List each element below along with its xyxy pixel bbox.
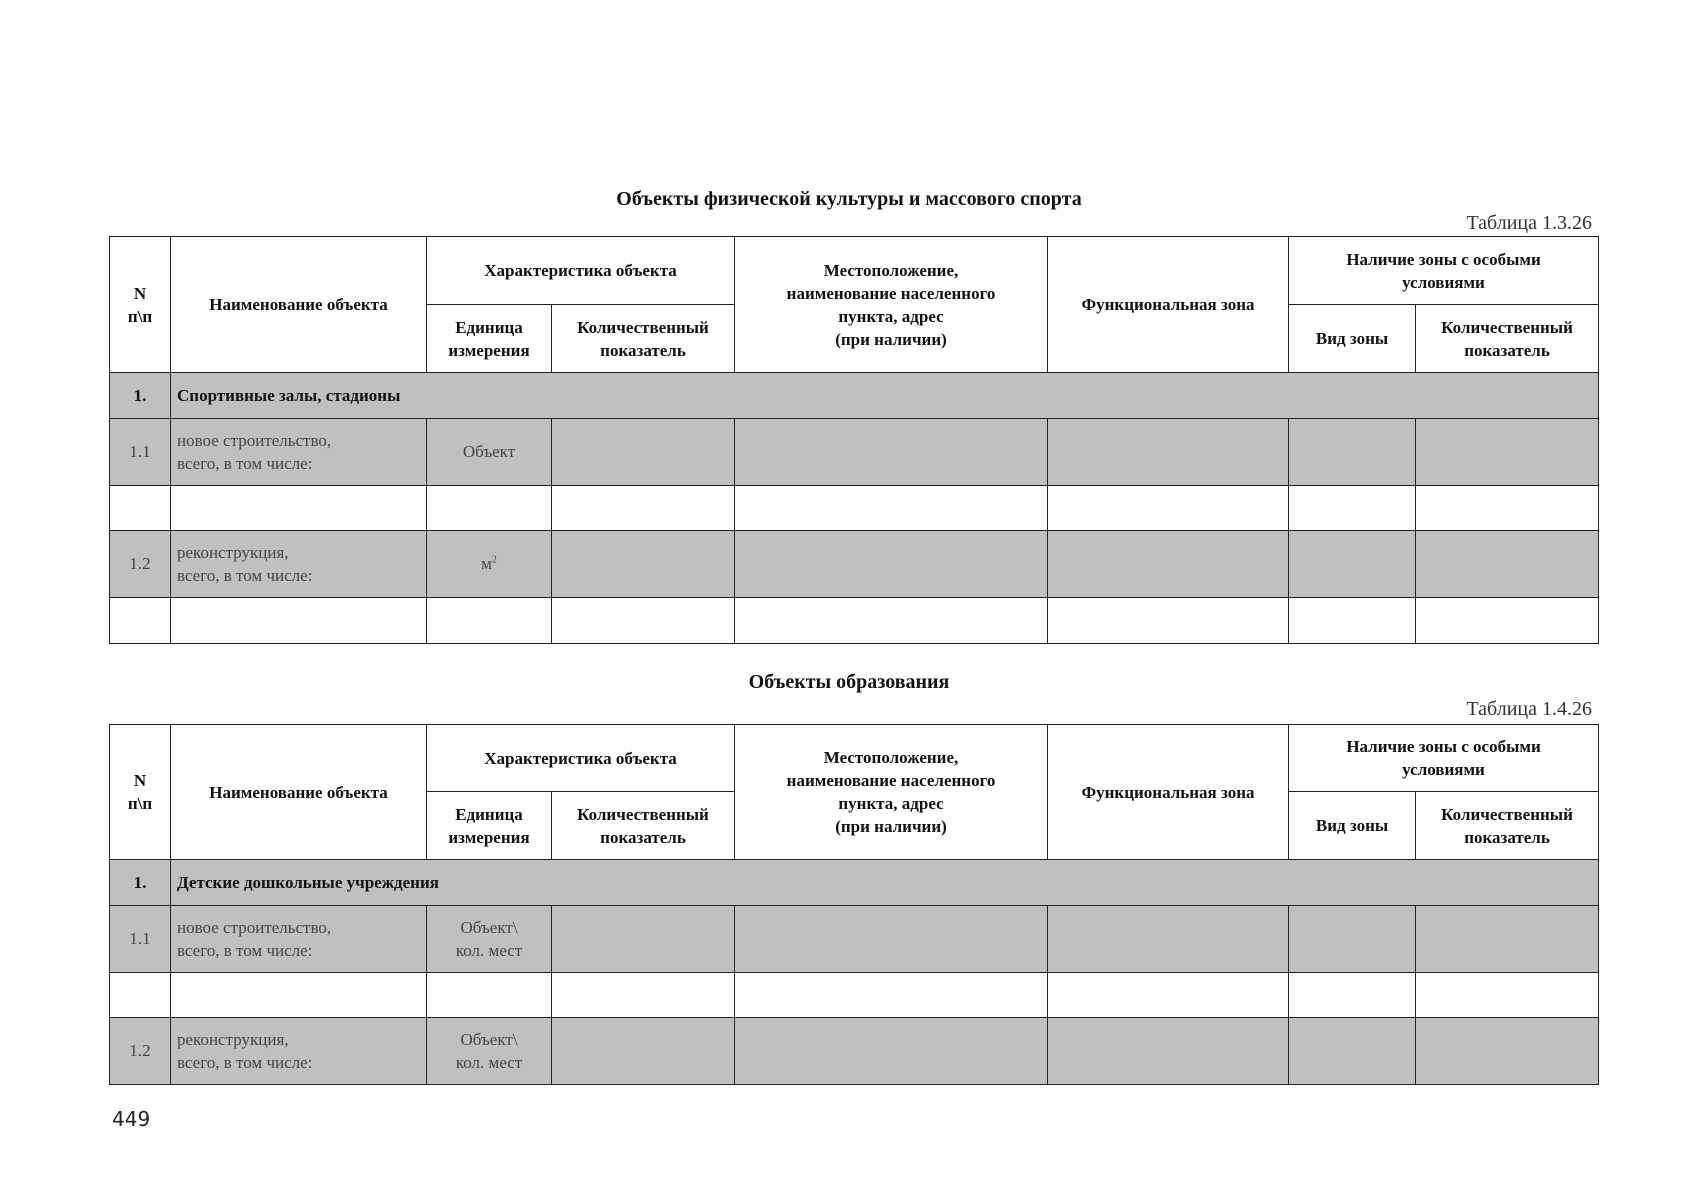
row-unit: $м^2$ [427, 531, 552, 598]
row-unit: Объект\ кол. мест [427, 906, 552, 973]
header-characteristic: Характеристика объекта [427, 237, 735, 305]
row-num: 1.2 [110, 1018, 171, 1085]
table-row [110, 531, 1599, 598]
row-location [735, 419, 1048, 486]
row-name: реконструкция, всего, в том числе: [171, 531, 427, 598]
section-row [110, 860, 1599, 906]
header-zone: Функциональная зона [1048, 725, 1289, 860]
row-name: реконструкция, всего, в том числе: [171, 1018, 427, 1085]
row-zone-quantity [1416, 419, 1599, 486]
section-row [110, 373, 1599, 419]
header-quantity: Количественный показатель [552, 305, 735, 373]
table-1 [109, 236, 1599, 644]
header-name: Наименование объекта [171, 237, 427, 373]
header-quantity: Количественный показатель [552, 792, 735, 860]
section-num: 1. [110, 373, 171, 419]
table-2-title: Объекты образования [748, 671, 950, 693]
header-location: Местоположение, наименование населенного пункта, адрес (при наличии) [735, 237, 1048, 373]
table-row [110, 419, 1599, 486]
section-label: Детские дошкольные учреждения [171, 860, 1599, 906]
row-name: новое строительство, всего, в том числе: [171, 906, 427, 973]
table-row [110, 1018, 1599, 1085]
table-row-empty [110, 973, 1599, 1018]
header-zone-type: Вид зоны [1289, 792, 1416, 860]
header-unit: Единица измерения [427, 792, 552, 860]
row-zone [1048, 419, 1289, 486]
row-num: 1.1 [110, 419, 171, 486]
header-zone-type: Вид зоны [1289, 305, 1416, 373]
header-unit: Единица измерения [427, 305, 552, 373]
table-row-empty [110, 486, 1599, 531]
row-unit: Объект\ кол. мест [427, 1018, 552, 1085]
table-2-number: Таблица 1.4.26 [1466, 698, 1592, 720]
row-name: новое строительство, всего, в том числе: [171, 419, 427, 486]
row-zone-type [1289, 419, 1416, 486]
table-1-number: Таблица 1.3.26 [1466, 212, 1592, 234]
header-special-zone: Наличие зоны с особыми условиями [1289, 237, 1599, 305]
row-num: 1.2 [110, 531, 171, 598]
header-zone-quantity: Количественный показатель [1416, 792, 1599, 860]
header-num: N п\п [110, 237, 171, 373]
table-row [110, 906, 1599, 973]
table-row-empty [110, 598, 1599, 644]
row-quantity [552, 419, 735, 486]
section-label: Спортивные залы, стадионы [171, 373, 1599, 419]
row-unit: Объект [427, 419, 552, 486]
header-location: Местоположение, наименование населенного пункта, адрес (при наличии) [735, 725, 1048, 860]
row-num: 1.1 [110, 906, 171, 973]
header-zone-quantity: Количественный показатель [1416, 305, 1599, 373]
header-num: N п\п [110, 725, 171, 860]
header-special-zone: Наличие зоны с особыми условиями [1289, 725, 1599, 792]
table-1-title: Объекты физической культуры и массового спорта [616, 188, 1082, 210]
header-characteristic: Характеристика объекта [427, 725, 735, 792]
header-zone: Функциональная зона [1048, 237, 1289, 373]
table-2 [109, 724, 1599, 1085]
section-num: 1. [110, 860, 171, 906]
header-name: Наименование объекта [171, 725, 427, 860]
page-number: 449 [112, 1107, 151, 1131]
